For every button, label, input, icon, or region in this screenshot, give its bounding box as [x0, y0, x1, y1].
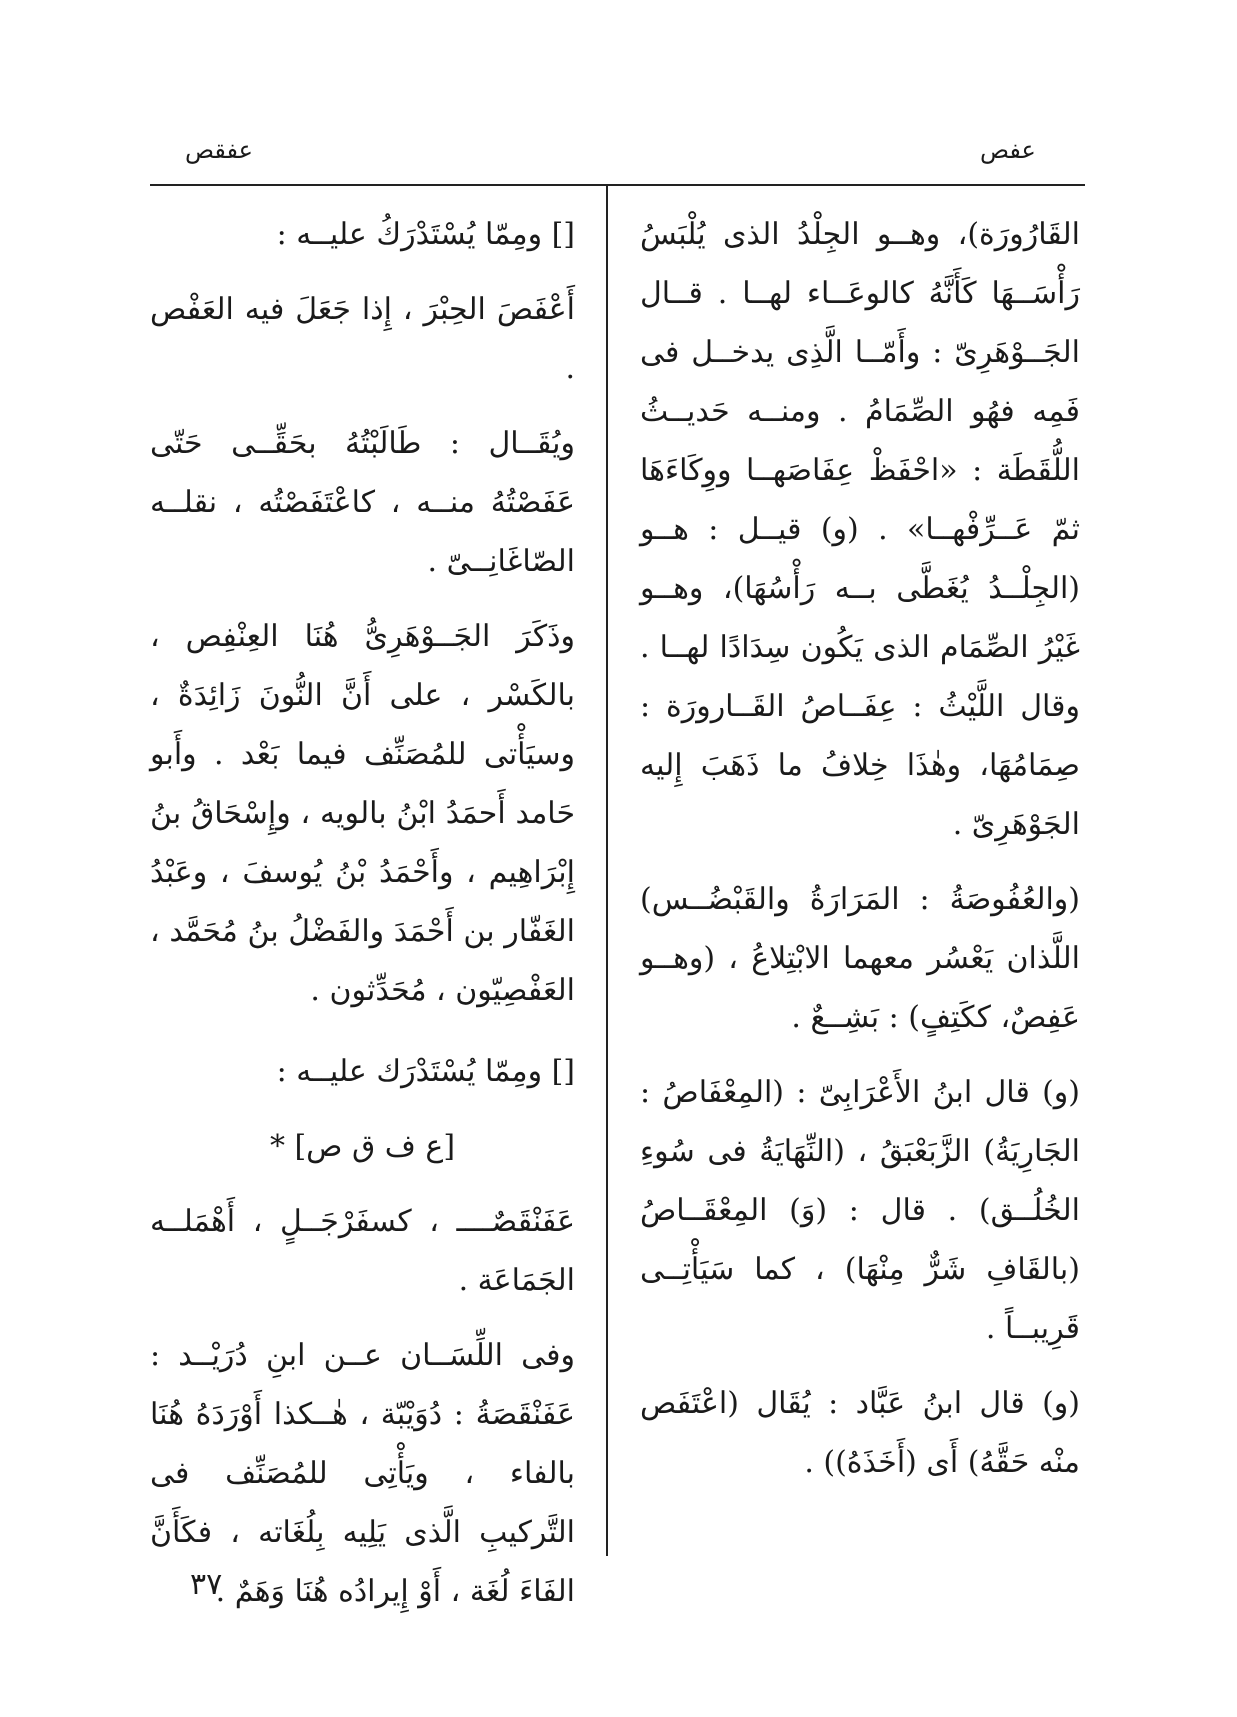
- header-rule: [150, 184, 1085, 186]
- entry-paragraph: (و) قال ابنُ الأَعْرَابِىّ : (المِعْفَاصُ : الجَارِيَةُ) الزَّبَعْبَقُ ، (النِّهَايَةُ فى سُوءِ الخُلُــق) . قال : (وَ) المِعْقَــاصُ (بالقَافِ شَرٌّ مِنْهَا) ، كما سَيَأْتِــى قَرِيبــاً .: [640, 1075, 1080, 1346]
- entry-paragraph: [] ومِمّا يُسْتَدْرَكُ عليــه :: [276, 217, 575, 252]
- entry-paragraph: (والعُفُوصَةُ : المَرَارَةُ والقَبْضُــس) اللَّذان يَعْسُر معهما الابْتِلاعُ ، (وهــو عَفِصٌ، ككَتِفٍ) : بَشِــعٌ .: [640, 882, 1080, 1035]
- entry-paragraph: وفى اللِّسَــان عــن ابنِ دُرَيْــد : عَفَنْقَصَةُ : دُوَيْبّة ، هٰــكذا أَوْرَدَهُ هُنَا بالفاء ، ويَأْتِى للمُصَنِّف فى التَّركيبِ الَّذى يَلِيه بِلُغَاته ، فكَأَنَّ الفَاءَ لُغَة ، أَوْ إِيرادُه هُنَا وَهَمٌ .: [150, 1338, 575, 1609]
- running-header-right: عفص: [980, 136, 1036, 164]
- entry-paragraph: عَفَنْقَصٌــــ ، كسفَرْجَــلٍ ، أَهْمَلــه الجَمَاعَة .: [150, 1204, 575, 1298]
- page-number: ٣٧: [190, 1567, 223, 1602]
- column-divider: [606, 186, 608, 1556]
- left-column: [150, 205, 575, 1637]
- entry-paragraph: [] ومِمّا يُسْتَدْرَك عليــه :: [276, 1054, 575, 1089]
- entry-paragraph: القَارُورَة)، وهــو الجِلْدُ الذى يُلْبَسُ رَأْسَــهَا كَأَنَّهُ كالوعَــاء لهــا . قــال الجَــوْهَرِىّ : وأَمّــا الَّذِى يدخــل فى فَمِه فهُو الصِّمَامُ . ومنــه حَديــثُ اللُّقَطَة : «احْفَظْ عِفَاصَهــا ووِكَاءَهَا ثمّ عَــرِّفْهــا» . (و) قيــل : هــو (الجِلْــدُ يُغَطَّى بــه رَأْسُهَا)، وهــو غَيْرُ الصِّمَام الذى يَكُون سِدَادًا لهــا . وقال اللَّيْثُ : عِفَــاصُ القَــارورَة : صِمَامُهَا، وهٰذَا خِلافُ ما ذَهَبَ إِليه الجَوْهَرِىّ .: [640, 217, 1080, 842]
- running-header-left: عفقص: [185, 136, 254, 164]
- root-heading: [ع ف ق ص] *: [269, 1129, 456, 1164]
- entry-paragraph: أَعْفَصَ الحِبْرَ ، إِذا جَعَلَ فيه العَفْص .: [150, 292, 575, 386]
- right-column: [640, 205, 1080, 1508]
- entry-paragraph: ويُقَــال : طَالَبْتُهُ بحَقِّــى حَتّى عَفَصْتُهُ منــه ، كاعْتَفَصْتُه ، نقلــه الصّاغَانِــىّ .: [150, 426, 575, 579]
- entry-paragraph: (و) قال ابنُ عَبَّاد : يُقَال (اعْتَفَص منْه حَقَّهُ) أَى (أَخَذَهُ)) .: [640, 1386, 1080, 1480]
- entry-paragraph: وذَكَرَ الجَــوْهَرِىُّ هُنَا العِنْفِص ، بالكَسْر ، على أَنَّ النُّونَ زَائِدَةٌ ، وسيَأْتى للمُصَنِّف فيما بَعْد . وأَبو حَامد أَحمَدُ ابْنُ بالويه ، وإِسْحَاقُ بنُ إِبْرَاهِيم ، وأَحْمَدُ بْنُ يُوسفَ ، وعَبْدُ الغَفّار بن أَحْمَدَ والفَضْلُ بنُ مُحَمَّد ، العَفْصِيّون ، مُحَدِّثون .: [150, 619, 575, 1008]
